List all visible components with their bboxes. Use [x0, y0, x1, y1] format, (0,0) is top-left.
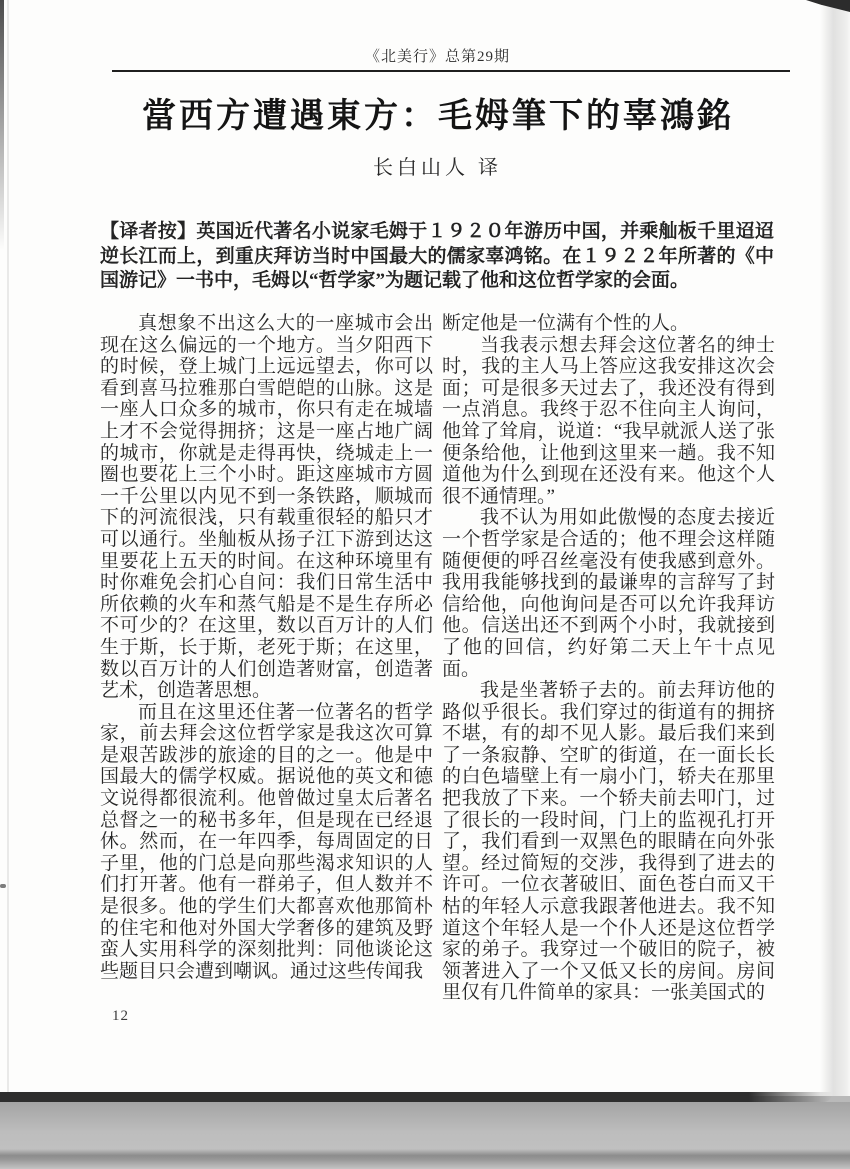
- scan-left-edge-shadow: [0, 0, 4, 250]
- paragraph: 真想象不出这么大的一座城市会出现在这么偏远的一个地方。当夕阳西下的时候，登上城门上远远望去，你可以看到喜马拉雅那白雪皑皑的山脉。这是一座人口众多的城市，你只有走在城墙上才不会觉得拥挤；这是一座占地广阔的城市，你就是走得再快，绕城走上一圈也要花上三个小时。距这座城市方圆一千公里以内见不到一条铁路，顺城而下的河流很浅，只有载重很轻的船只才可以通行。坐舢板从扬子江下游到达这里要花上五天的时间。在这种环境里有时你难免会扪心自问：我们日常生活中所依赖的火车和蒸气船是不是生存所必不可少的？在这里，数以百万计的人们生于斯，长于斯，老死于斯；在这里，数以百万计的人们创造著财富，创造著艺术，创造著思想。: [100, 313, 433, 702]
- scan-page-bottom-edge: [0, 1092, 832, 1102]
- translator-byline: 长白山人 译: [373, 157, 502, 179]
- translator-note: 【译者按】英国近代著名小说家毛姆于１９２０年游历中国，并乘舢板千里迢迢逆长江而上，到重庆拜访当时中国最大的儒家辜鸿铭。在１９２２年所著的《中国游记》一书中，毛姆以“哲学家”为题记载了他和这位哲学家的会面。: [100, 221, 774, 291]
- paragraph: 我是坐著轿子去的。前去拜访他的路似乎很长。我们穿过的街道有的拥挤不堪，有的却不见人影。最后我们来到了一条寂静、空旷的街道，在一面长长的白色墙壁上有一扇小门，轿夫在那里把我放了下来。一个轿夫前去叩门，过了很长的一段时间，门上的监视孔打开了，我们看到一双黑色的眼睛在向外张望。经过简短的交涉，我得到了进去的许可。一位衣著破旧、面色苍白而又干枯的年轻人示意我跟著他进去。我不知道这个年轻人是一个仆人还是这位哲学家的弟子。我穿过一个破旧的院子，被领著进入了一个又低又长的房间。房间里仅有几件简单的家具：一张美国式的: [442, 680, 775, 1004]
- paragraph: 当我表示想去拜会这位著名的绅士时，我的主人马上答应这我安排这次会面；可是很多天过去了，我还没有得到一点消息。我终于忍不住向主人询问，他耸了耸肩，说道：“我早就派人送了张便条给他，让他到这里来一趟。我不知道他为什么到现在还没有来。他这个人很不通情理。”: [442, 334, 775, 507]
- header-rule-divider: [112, 70, 790, 72]
- article-title: 當西方遭遇東方：毛姆筆下的辜鴻銘: [142, 98, 734, 135]
- journal-header: 《北美行》总第29期: [364, 49, 510, 65]
- scan-speck-artifact: [0, 884, 6, 888]
- scan-right-edge-band: [820, 0, 850, 1096]
- paragraph-continuation: 断定他是一位满有个性的人。: [442, 313, 690, 334]
- paragraph: 我不认为用如此傲慢的态度去接近一个哲学家是合适的；他不理会这样随随便便的呼召丝毫没有使我感到意外。我用我能够找到的最谦卑的言辞写了封信给他，向他询问是否可以允许我拜访他。信送出还不到两个小时，我就接到了他的回信，约好第二天上午十点见面。: [442, 507, 775, 680]
- scan-left-crease-line: [7, 0, 9, 1096]
- left-column: [100, 313, 433, 1004]
- right-column: [442, 313, 775, 1004]
- article-body: [100, 313, 775, 1004]
- page-number: 12: [112, 1008, 129, 1024]
- paragraph: 而且在这里还住著一位著名的哲学家，前去拜会这位哲学家是我这次可算是艰苦跋涉的旅途的目的之一。他是中国最大的儒学权威。据说他的英文和德文说得都很流利。他曾做过皇太后著名总督之一的秘书多年，但是现在已经退休。然而，在一年四季，每周固定的日子里，他的门总是向那些渴求知识的人们打开著。他有一群弟子，但人数并不是很多。他的学生们大都喜欢他那简朴的住宅和他对外国大学奢侈的建筑及野蛮人实用科学的深刻批判：同他谈论这些题目只会遭到嘲讽。通过这些传闻我: [100, 701, 433, 982]
- scanner-bed-area: [0, 1102, 850, 1169]
